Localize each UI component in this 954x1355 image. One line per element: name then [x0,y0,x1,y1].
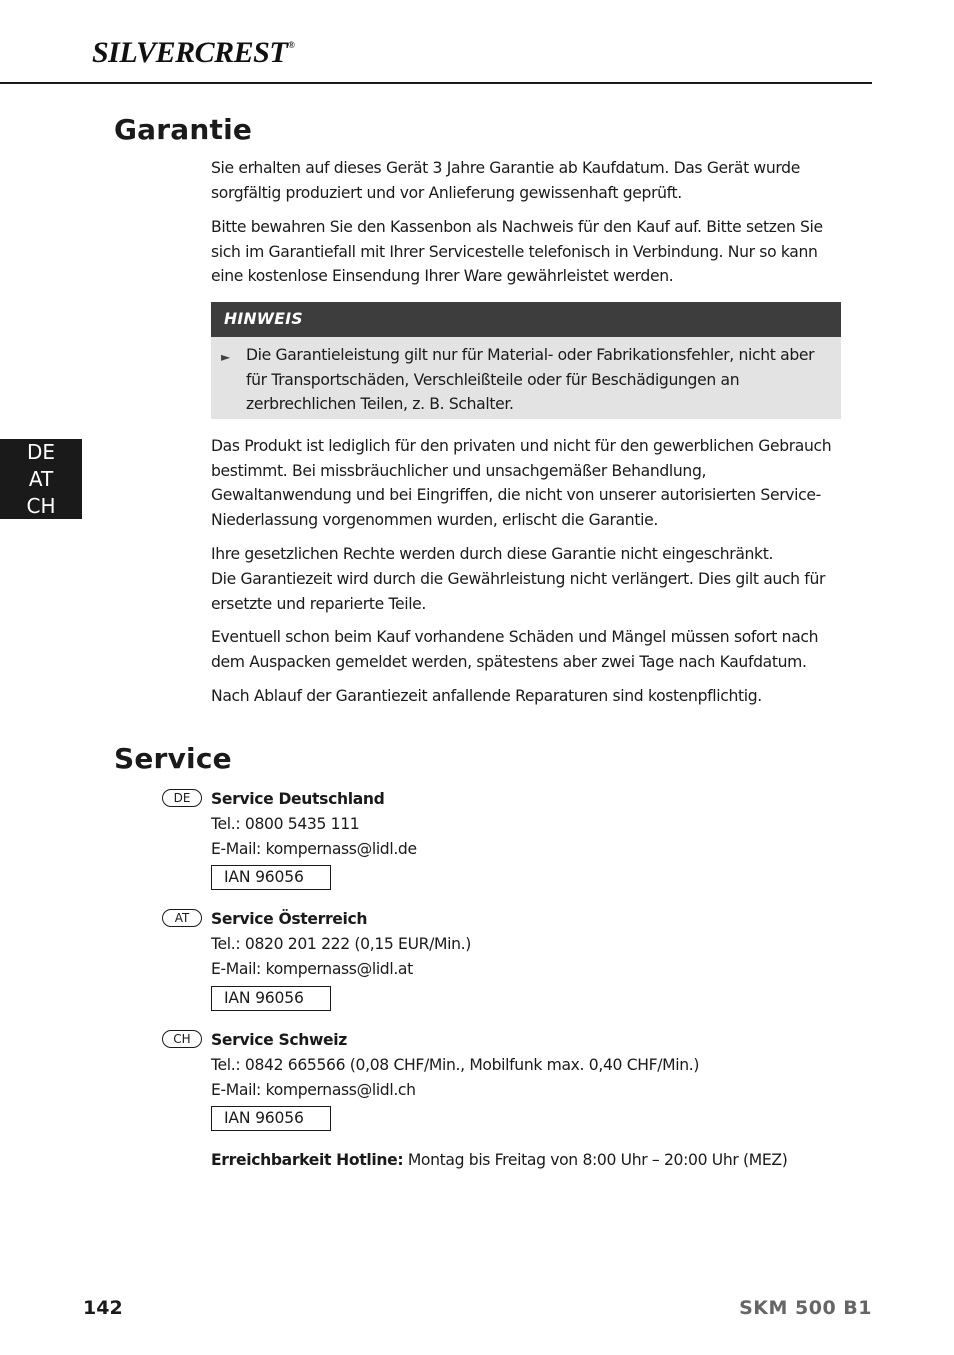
note-body [211,337,841,417]
service-title: Service Deutschland [211,790,385,808]
lang-de: DE [26,440,56,464]
note-box [211,302,841,419]
service-phone: Tel.: 0800 5435 111 [211,815,360,833]
service-phone: Tel.: 0820 201 222 (0,15 EUR/Min.) [211,935,471,953]
lang-ch: CH [26,494,56,518]
note-text: Die Garantieleistung gilt nur für Material- oder Fabrikationsfehler, nicht aber für Transportschäden, Verschleißteile oder für Beschädigungen an zerbrechlichen Teilen, z. B. Schalter. [246,346,815,414]
lang-at: AT [28,467,54,491]
garantie-paragraph-6: Nach Ablauf der Garantiezeit anfallende Reparaturen sind kostenpflichtig. [211,687,762,705]
service-email: E-Mail: kompernass@lidl.ch [211,1081,416,1099]
garantie-heading: Garantie [114,113,253,146]
garantie-paragraph-5: Eventuell schon beim Kauf vorhandene Schäden und Mängel müssen sofort nach dem Auspacken gemeldet werden, spätestens aber zwei Tage nach Kaufdatum. [211,628,819,671]
service-heading: Service [114,742,232,775]
note-title: HINWEIS [211,302,841,337]
service-phone: Tel.: 0842 665566 (0,08 CHF/Min., Mobilfunk max. 0,40 CHF/Min.) [211,1056,700,1074]
language-tab [0,439,82,519]
model-number: SKM 500 B1 [739,1297,872,1319]
bullet-arrow-icon: ► [221,350,230,364]
hotline-info [211,1148,787,1173]
garantie-paragraph-4a: Ihre gesetzlichen Rechte werden durch diese Garantie nicht eingeschränkt. [211,545,774,563]
garantie-paragraph-3: Das Produkt ist lediglich für den privaten und nicht für den gewerblichen Gebrauch bestimmt. Bei missbräuchlicher und unsachgemäßer Behandlung, Gewaltanwendung und bei Eingriffen, die nicht von unserer autorisierten Service-Niederlassung vorgenommen wurden, erlischt die Garantie. [211,437,832,529]
ian-box: IAN 96056 [211,1106,331,1131]
registered-mark: ® [288,40,295,50]
service-title: Service Schweiz [211,1031,347,1049]
service-email: E-Mail: kompernass@lidl.at [211,960,413,978]
brand-logo: SILVERCREST® [92,36,295,69]
country-badge: AT [162,909,202,927]
hotline-hours: Montag bis Freitag von 8:00 Uhr – 20:00 Uhr (MEZ) [407,1151,788,1169]
garantie-paragraph-2: Bitte bewahren Sie den Kassenbon als Nachweis für den Kauf auf. Bitte setzen Sie sich im Garantiefall mit Ihrer Servicestelle telefonisch in Verbindung. Nur so kann eine kostenlose Einsendung Ihrer Ware gewährleistet werden. [211,218,823,286]
service-email: E-Mail: kompernass@lidl.de [211,840,417,858]
ian-box: IAN 96056 [211,865,331,890]
page-number: 142 [83,1297,123,1319]
hotline-label: Erreichbarkeit Hotline: [211,1151,404,1169]
garantie-paragraph-4b: Die Garantiezeit wird durch die Gewährleistung nicht verlängert. Dies gilt auch für ersetzte und reparierte Teile. [211,570,826,613]
service-title: Service Österreich [211,910,368,928]
header-rule [0,82,872,84]
country-badge: CH [162,1030,202,1048]
country-badge: DE [162,789,202,807]
garantie-paragraph-1: Sie erhalten auf dieses Gerät 3 Jahre Garantie ab Kaufdatum. Das Gerät wurde sorgfältig produziert und vor Anlieferung gewissenhaft geprüft. [211,159,800,202]
ian-box: IAN 96056 [211,986,331,1011]
